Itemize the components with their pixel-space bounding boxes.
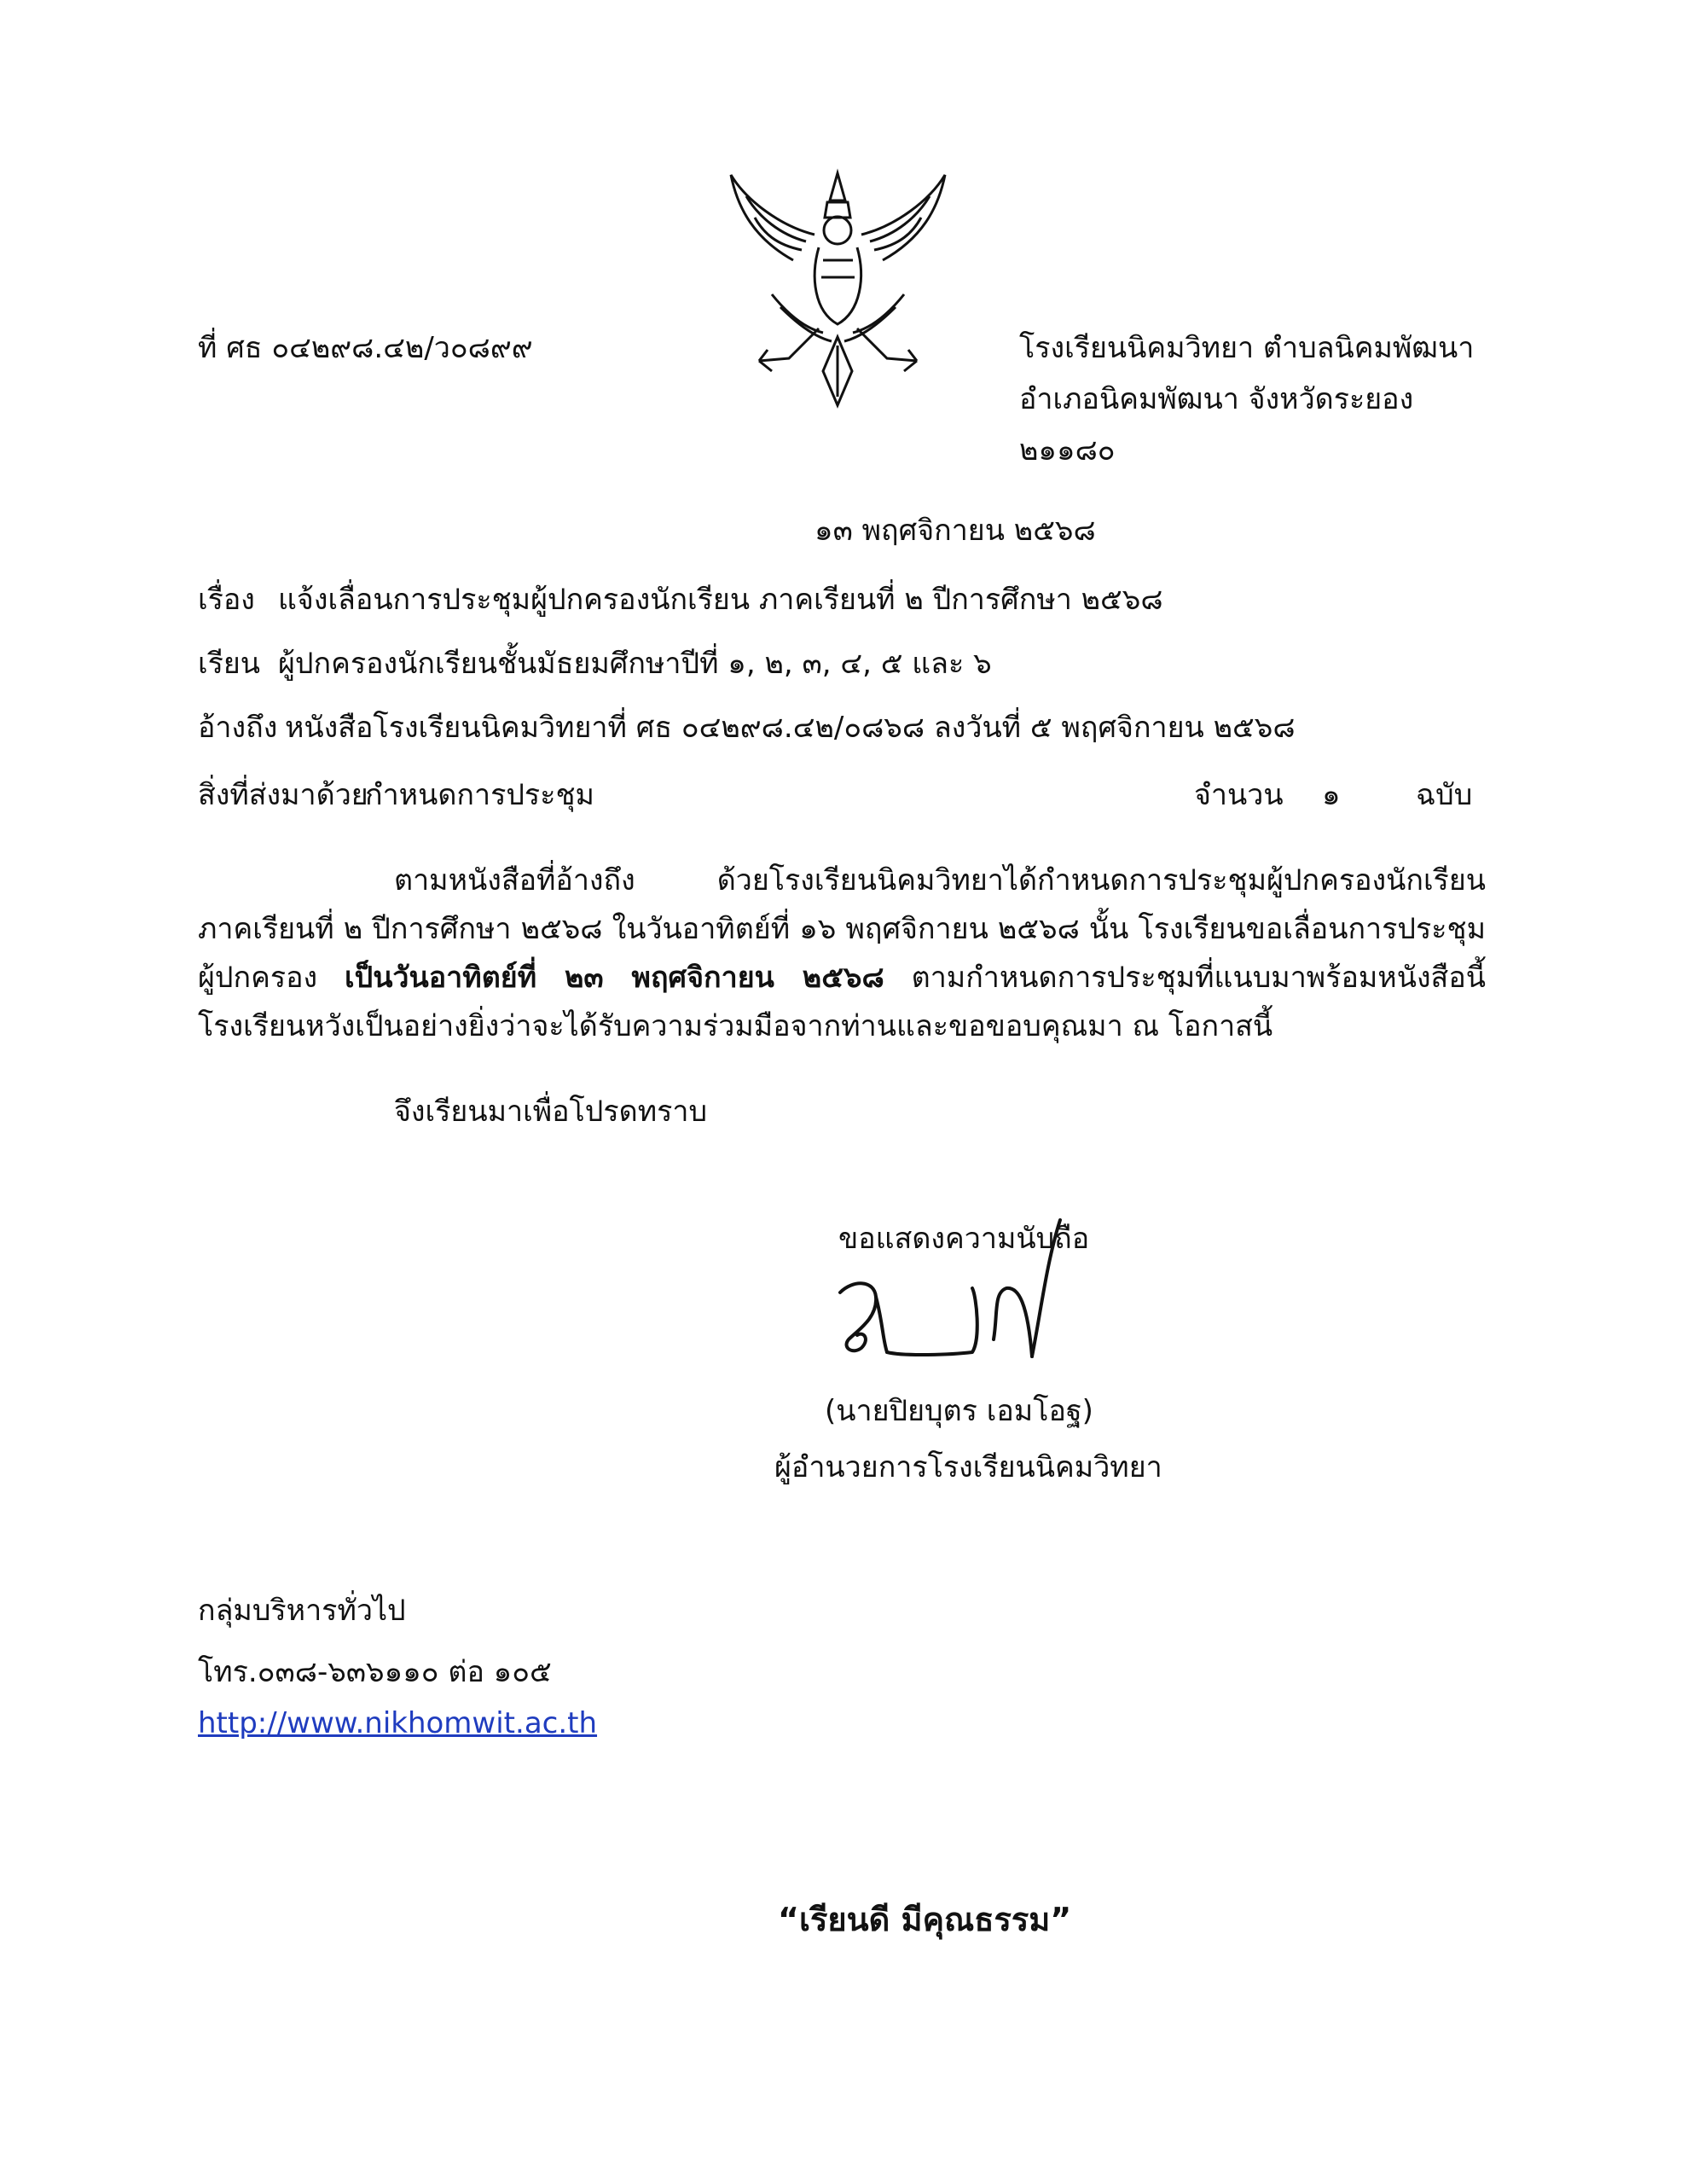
body-line-1: ตามหนังสือที่อ้างถึง ด้วยโรงเรียนนิคมวิทยาได้กำหนดการประชุมผู้ปกครองนักเรียน [394, 863, 1486, 897]
phone-number: โทร.๐๓๘-๖๓๖๑๑๐ ต่อ ๑๐๕ [198, 1655, 552, 1689]
website-link[interactable]: http://www.nikhomwit.ac.th [198, 1706, 598, 1740]
reference-label: อ้างถึง [198, 711, 278, 745]
body-line-3-end: ตามกำหนดการประชุมที่แนบมาพร้อมหนังสือนี้ [884, 961, 1486, 995]
signer-position: ผู้อำนวยการโรงเรียนนิคมวิทยา [774, 1450, 1162, 1484]
letter-date: ๑๓ พฤศจิกายน ๒๕๖๘ [815, 514, 1096, 548]
department: กลุ่มบริหารทั่วไป [198, 1594, 406, 1628]
subject-row [198, 583, 1163, 618]
reference-row [198, 711, 1296, 746]
handwritten-signature [823, 1211, 1079, 1399]
school-address-line-2: อำเภอนิคมพัฒนา จังหวัดระยอง [1019, 382, 1414, 416]
body-line-3 [198, 954, 1486, 1002]
enclosure-value: กำหนดการประชุม [365, 778, 594, 812]
recipient-row [198, 647, 992, 682]
school-motto: “เรียนดี มีคุณธรรม” [778, 1901, 1072, 1938]
enclosure-label: สิ่งที่ส่งมาด้วย [198, 778, 368, 812]
school-address-line-1: โรงเรียนนิคมวิทยา ตำบลนิคมพัฒนา [1019, 331, 1475, 365]
enclosure-quantity-value: ๑ [1322, 778, 1341, 812]
body-line-3-start: ผู้ปกครอง [198, 961, 345, 995]
body-line-2: ภาคเรียนที่ ๒ ปีการศึกษา ๒๕๖๘ ในวันอาทิตย์ที่ ๑๖ พฤศจิกายน ๒๕๖๘ นั้น โรงเรียนขอเลื่อนการประชุม [198, 912, 1486, 946]
subject-label: เรื่อง [198, 583, 255, 617]
new-meeting-date: เป็นวันอาทิตย์ที่ ๒๓ พฤศจิกายน ๒๕๖๘ [344, 961, 884, 995]
reference-number: ที่ ศธ ๐๔๒๙๘.๔๒/ว๐๘๙๙ [198, 331, 533, 365]
enclosure-quantity-label: จำนวน [1194, 778, 1284, 812]
subject-value: แจ้งเลื่อนการประชุมผู้ปกครองนักเรียน ภาคเรียนที่ ๒ ปีการศึกษา ๒๕๖๘ [278, 583, 1163, 617]
enclosure-quantity-unit: ฉบับ [1416, 778, 1473, 812]
letter-body [198, 857, 1486, 1051]
recipient-label: เรียน [198, 647, 261, 681]
regards-line: ขอแสดงความนับถือ [838, 1222, 1090, 1256]
body-line-4: โรงเรียนหวังเป็นอย่างยิ่งว่าจะได้รับความร่วมมือจากท่านและขอขอบคุณมา ณ โอกาสนี้ [198, 1009, 1273, 1043]
closing-line: จึงเรียนมาเพื่อโปรดทราบ [394, 1095, 708, 1129]
recipient-value: ผู้ปกครองนักเรียนชั้นมัธยมศึกษาปีที่ ๑, ๒, ๓, ๔, ๕ และ ๖ [278, 647, 992, 681]
school-postal-code: ๒๑๑๘๐ [1019, 433, 1116, 468]
garuda-emblem [721, 166, 955, 410]
enclosure-row [198, 778, 594, 813]
enclosure-quantity [1194, 778, 1472, 813]
signer-name: (นายปิยบุตร เอมโอฐ) [825, 1394, 1093, 1428]
reference-value: หนังสือโรงเรียนนิคมวิทยาที่ ศธ ๐๔๒๙๘.๔๒/๐๘๖๘ ลงวันที่ ๕ พฤศจิกายน ๒๕๖๘ [285, 711, 1296, 745]
